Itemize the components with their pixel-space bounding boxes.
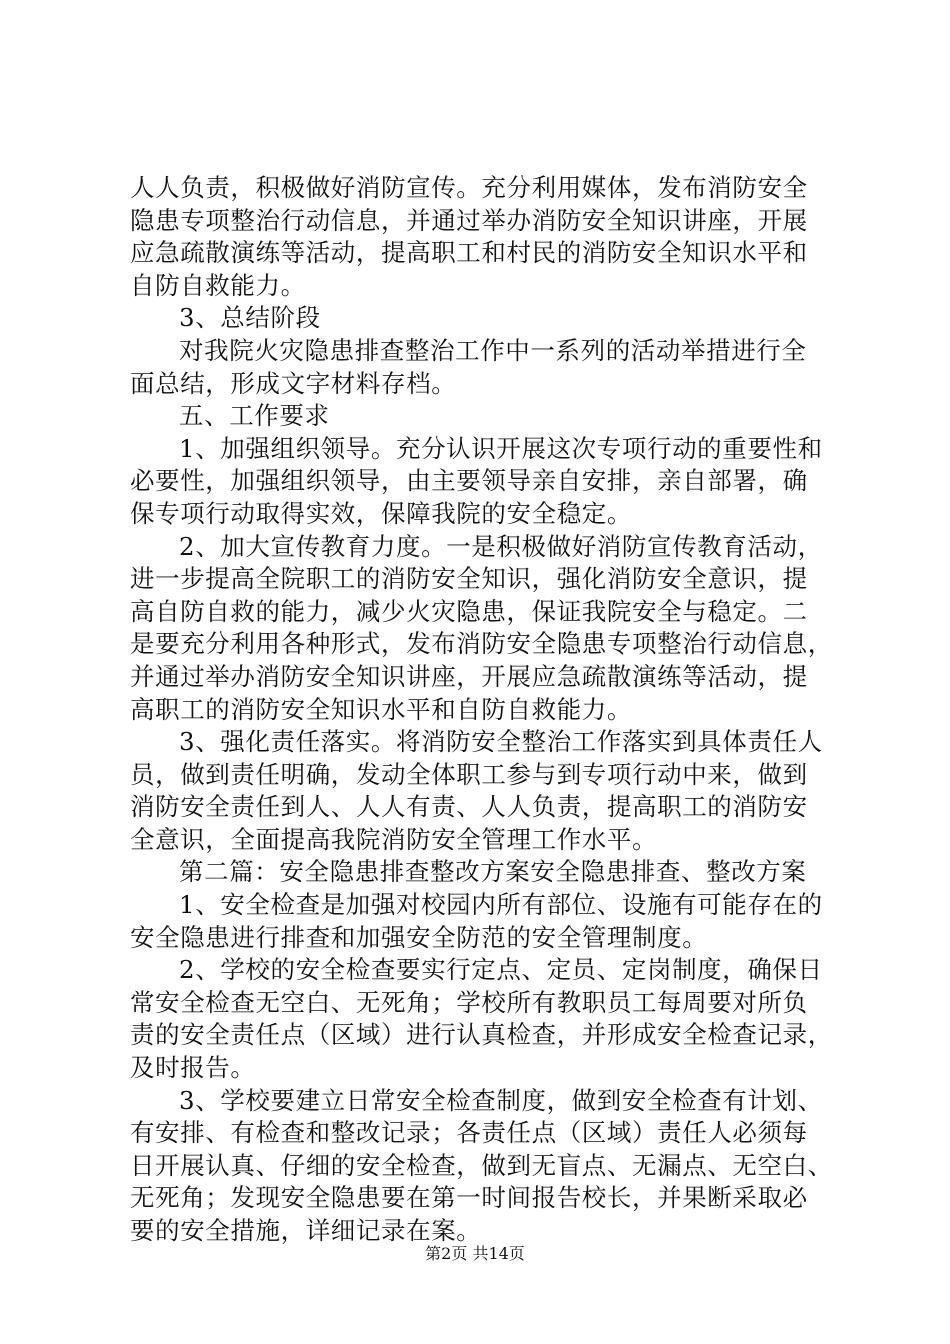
text-line: 1、加强组织领导。充分认识开展这次专项行动的重要性和 [179, 433, 823, 463]
text-line: 高自防自救的能力，减少火灾隐患，保证我院安全与稳定。二 [130, 596, 808, 626]
text-line: 3、学校要建立日常安全检查制度，做到安全检查有计划、 [179, 1085, 823, 1115]
text-line: 进一步提高全院职工的消防安全知识，强化消防安全意识，提 [130, 564, 808, 594]
text-line: 是要充分利用各种形式，发布消防安全隐患专项整治行动信息， [130, 629, 833, 659]
text-line: 安全隐患进行排查和加强安全防范的安全管理制度。 [130, 922, 708, 952]
text-line: 1、安全检查是加强对校园内所有部位、设施有可能存在的 [179, 890, 823, 920]
text-line: 高职工的消防安全知识水平和自防自救能力。 [130, 694, 632, 724]
text-line: 有安排、有检查和整改记录；各责任点（区域）责任人必须每 [130, 1118, 808, 1148]
text-line: 无死角；发现安全隐患要在第一时间报告校长，并果断采取必 [130, 1183, 808, 1213]
text-line: 面总结，形成文字材料存档。 [130, 368, 457, 398]
text-line: 责的安全责任点（区域）进行认真检查，并形成安全检查记录， [130, 1020, 833, 1050]
text-line: 应急疏散演练等活动，提高职工和村民的消防安全知识水平和 [130, 238, 808, 268]
page-footer [0, 1244, 950, 1264]
text-line: 自防自救能力。 [130, 270, 306, 300]
text-line: 3、总结阶段 [179, 303, 321, 333]
text-line: 对我院火灾隐患排查整治工作中一系列的活动举措进行全 [179, 335, 807, 365]
text-line: 隐患专项整治行动信息，并通过举办消防安全知识讲座，开展 [130, 205, 808, 235]
text-line: 2、学校的安全检查要实行定点、定员、定岗制度，确保日 [179, 955, 823, 985]
text-line: 全意识，全面提高我院消防安全管理工作水平。 [130, 824, 658, 854]
document-body [130, 172, 833, 1248]
page-number: 第2页 共14页 [425, 1244, 525, 1263]
text-line: 消防安全责任到人、人人有责、人人负责，提高职工的消防安 [130, 792, 808, 822]
text-line: 员，做到责任明确，发动全体职工参与到专项行动中来，做到 [130, 759, 808, 789]
text-line: 必要性，加强组织领导，由主要领导亲自安排，亲自部署，确 [130, 466, 808, 496]
text-line: 人人负责，积极做好消防宣传。充分利用媒体，发布消防安全 [130, 173, 808, 202]
text-line: 并通过举办消防安全知识讲座，开展应急疏散演练等活动，提 [130, 661, 808, 691]
text-line: 日开展认真、仔细的安全检查，做到无盲点、无漏点、无空白、 [130, 1150, 833, 1180]
text-line: 及时报告。 [130, 1053, 256, 1083]
text-line: 要的安全措施，详细记录在案。 [130, 1216, 482, 1245]
text-line: 3、强化责任落实。将消防安全整治工作落实到具体责任人 [179, 727, 823, 757]
text-line: 五、工作要求 [179, 401, 330, 431]
text-line: 2、加大宣传教育力度。一是积极做好消防宣传教育活动， [179, 531, 823, 561]
text-line: 保专项行动取得实效，保障我院的安全稳定。 [130, 498, 632, 528]
text-line: 常安全检查无空白、无死角；学校所有教职员工每周要对所负 [130, 987, 808, 1017]
text-line: 第二篇：安全隐患排查整改方案安全隐患排查、整改方案 [179, 857, 807, 887]
